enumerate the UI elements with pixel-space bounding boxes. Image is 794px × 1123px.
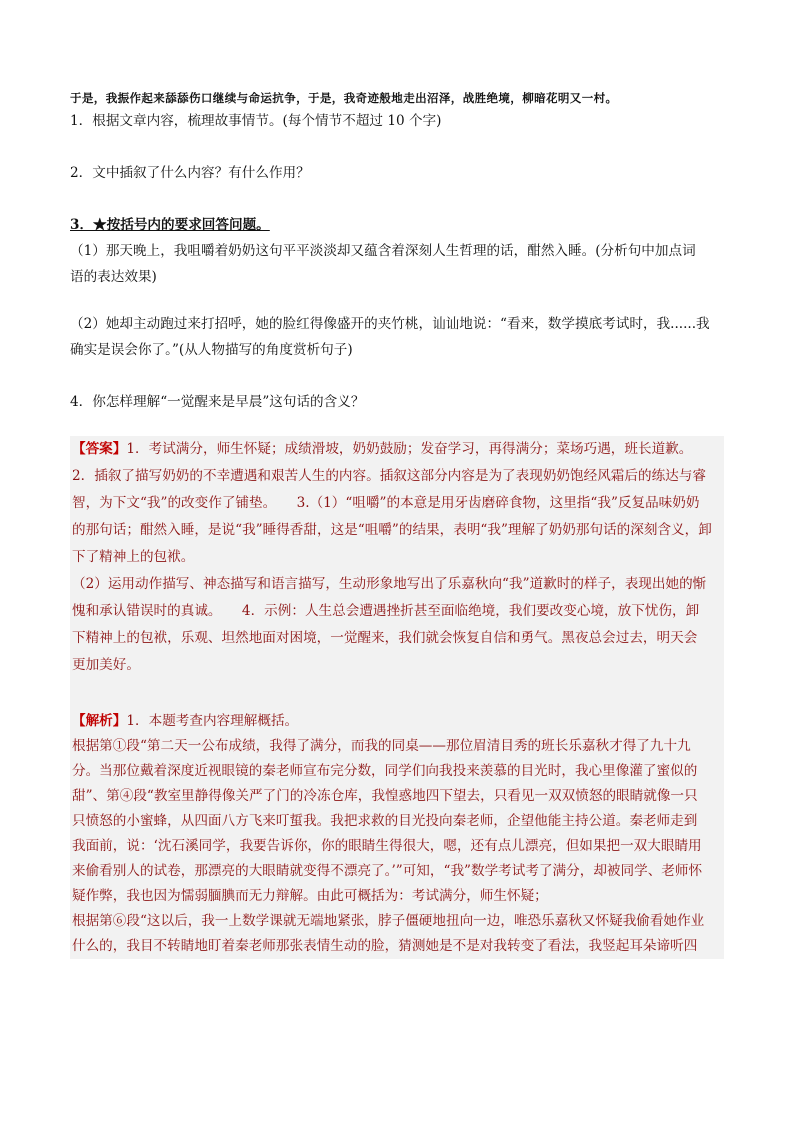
question-3-1-line1: （1）那天晚上，我咀嚼着奶奶这句平平淡淡却又蕴含着深刻人生哲理的话，酣然入睡。(分析句中加点词 xyxy=(70,243,696,259)
question-2: 2．文中插叙了什么内容？有什么作用？ xyxy=(70,165,310,181)
analysis-block xyxy=(70,694,724,959)
answer-tag: 【答案】 xyxy=(72,441,127,457)
answer-line: 更加美好。 xyxy=(72,657,140,673)
analysis-line: 根据第⑥段“这以后，我一上数学课就无端地紧张，脖子僵硬地扭向一边，唯恐乐嘉秋又怀疑我偷看她作业 xyxy=(72,913,705,929)
question-3-2-line2: 确实是误会你了。”(从人物描写的角度赏析句子) xyxy=(70,342,353,358)
answer-block xyxy=(70,436,724,694)
answer-line: 智，为下文“我”的改变作了铺垫。 3.（1）“咀嚼”的本意是用牙齿磨碎食物，这里指“我”反复品味奶奶 xyxy=(72,495,700,511)
analysis-line: 什么的，我目不转睛地盯着秦老师那张表情生动的脸，猜测她是不是对我转变了看法，我竖起耳朵谛听四 xyxy=(72,938,698,954)
answer-line: 下精神上的包袱，乐观、坦然地面对困境，一觉醒来，我们就会恢复自信和勇气。黑夜总会过去，明天会 xyxy=(72,630,698,646)
analysis-line: 疑作弊，我也因为懦弱腼腆而无力辩解。由此可概括为：考试满分，师生怀疑； xyxy=(72,888,548,904)
question-3-1-line2: 语的表达效果) xyxy=(70,269,157,285)
question-4: 4．你怎样理解“一觉醒来是早晨”这句话的含义？ xyxy=(70,394,365,410)
question-3-2-line1: （2）她却主动跑过来打招呼，她的脸红得像盛开的夹竹桃，讪讪地说：“看来，数学摸底考试时，我......我 xyxy=(70,316,710,332)
analysis-line: 甜”、第④段“教室里静得像关严了门的冷冻仓库，我惶惑地四下望去，只看见一双双愤怒的眼睛就像一只 xyxy=(72,788,698,804)
analysis-line-text: 1．本题考查内容理解概括。 xyxy=(126,713,299,729)
story-last-line: 于是，我振作起来舔舔伤口继续与命运抗争，于是，我奇迹般地走出沼泽，战胜绝境，柳暗花明又一村。 xyxy=(70,91,618,105)
answer-line: （2）运用动作描写、神态描写和语言描写，生动形象地写出了乐嘉秋向“我”道歉时的样子，表现出她的惭 xyxy=(72,576,707,592)
analysis-line: 我面前，说：‘沈石溪同学，我要告诉你，你的眼睛生得很大，嗯，还有点儿漂亮，但如果把一双大眼睛用 xyxy=(72,838,702,854)
analysis-line: 分。当那位戴着深度近视眼镜的秦老师宣布完分数，同学们向我投来羡慕的目光时，我心里像灌了蜜似的 xyxy=(72,763,698,779)
answer-line: 愧和承认错误时的真诚。 4．示例：人生总会遭遇挫折甚至面临绝境，我们要改变心境，放下忧伤，卸 xyxy=(72,603,700,619)
question-3-title: 3．★按括号内的要求回答问题。 xyxy=(70,217,270,233)
analysis-line xyxy=(72,709,722,734)
answer-line: 下了精神上的包袱。 xyxy=(72,549,195,565)
answer-line-text: 1．考试满分，师生怀疑；成绩滑坡，奶奶鼓励；发奋学习，再得满分；菜场巧遇，班长道歉。 xyxy=(126,441,693,457)
answer-line: 的那句话；酣然入睡，是说“我”睡得香甜，这是“咀嚼”的结果，表明“我”理解了奶奶那句话的深刻含义，卸 xyxy=(72,522,712,538)
analysis-tag: 【解析】 xyxy=(72,713,127,729)
analysis-line: 来偷看别人的试卷，那漂亮的大眼睛就变得不漂亮了。’”可知，“我”数学考试考了满分，却被同学、老师怀 xyxy=(72,863,703,879)
document-page xyxy=(70,88,724,959)
answer-line xyxy=(72,436,722,463)
analysis-line: 根据第①段“第二天一公布成绩，我得了满分，而我的同桌——那位眉清目秀的班长乐嘉秋才得了九十九 xyxy=(72,738,691,754)
answer-line: 2．插叙了描写奶奶的不幸遭遇和艰苦人生的内容。插叙这部分内容是为了表现奶奶饱经风霜后的练达与睿 xyxy=(72,468,706,484)
analysis-line: 只愤怒的小蜜蜂，从四面八方飞来叮蜇我。我把求救的目光投向秦老师，企望他能主持公道。秦老师走到 xyxy=(72,813,698,829)
question-1: 1．根据文章内容，梳理故事情节。(每个情节不超过 10 个字) xyxy=(70,113,442,129)
